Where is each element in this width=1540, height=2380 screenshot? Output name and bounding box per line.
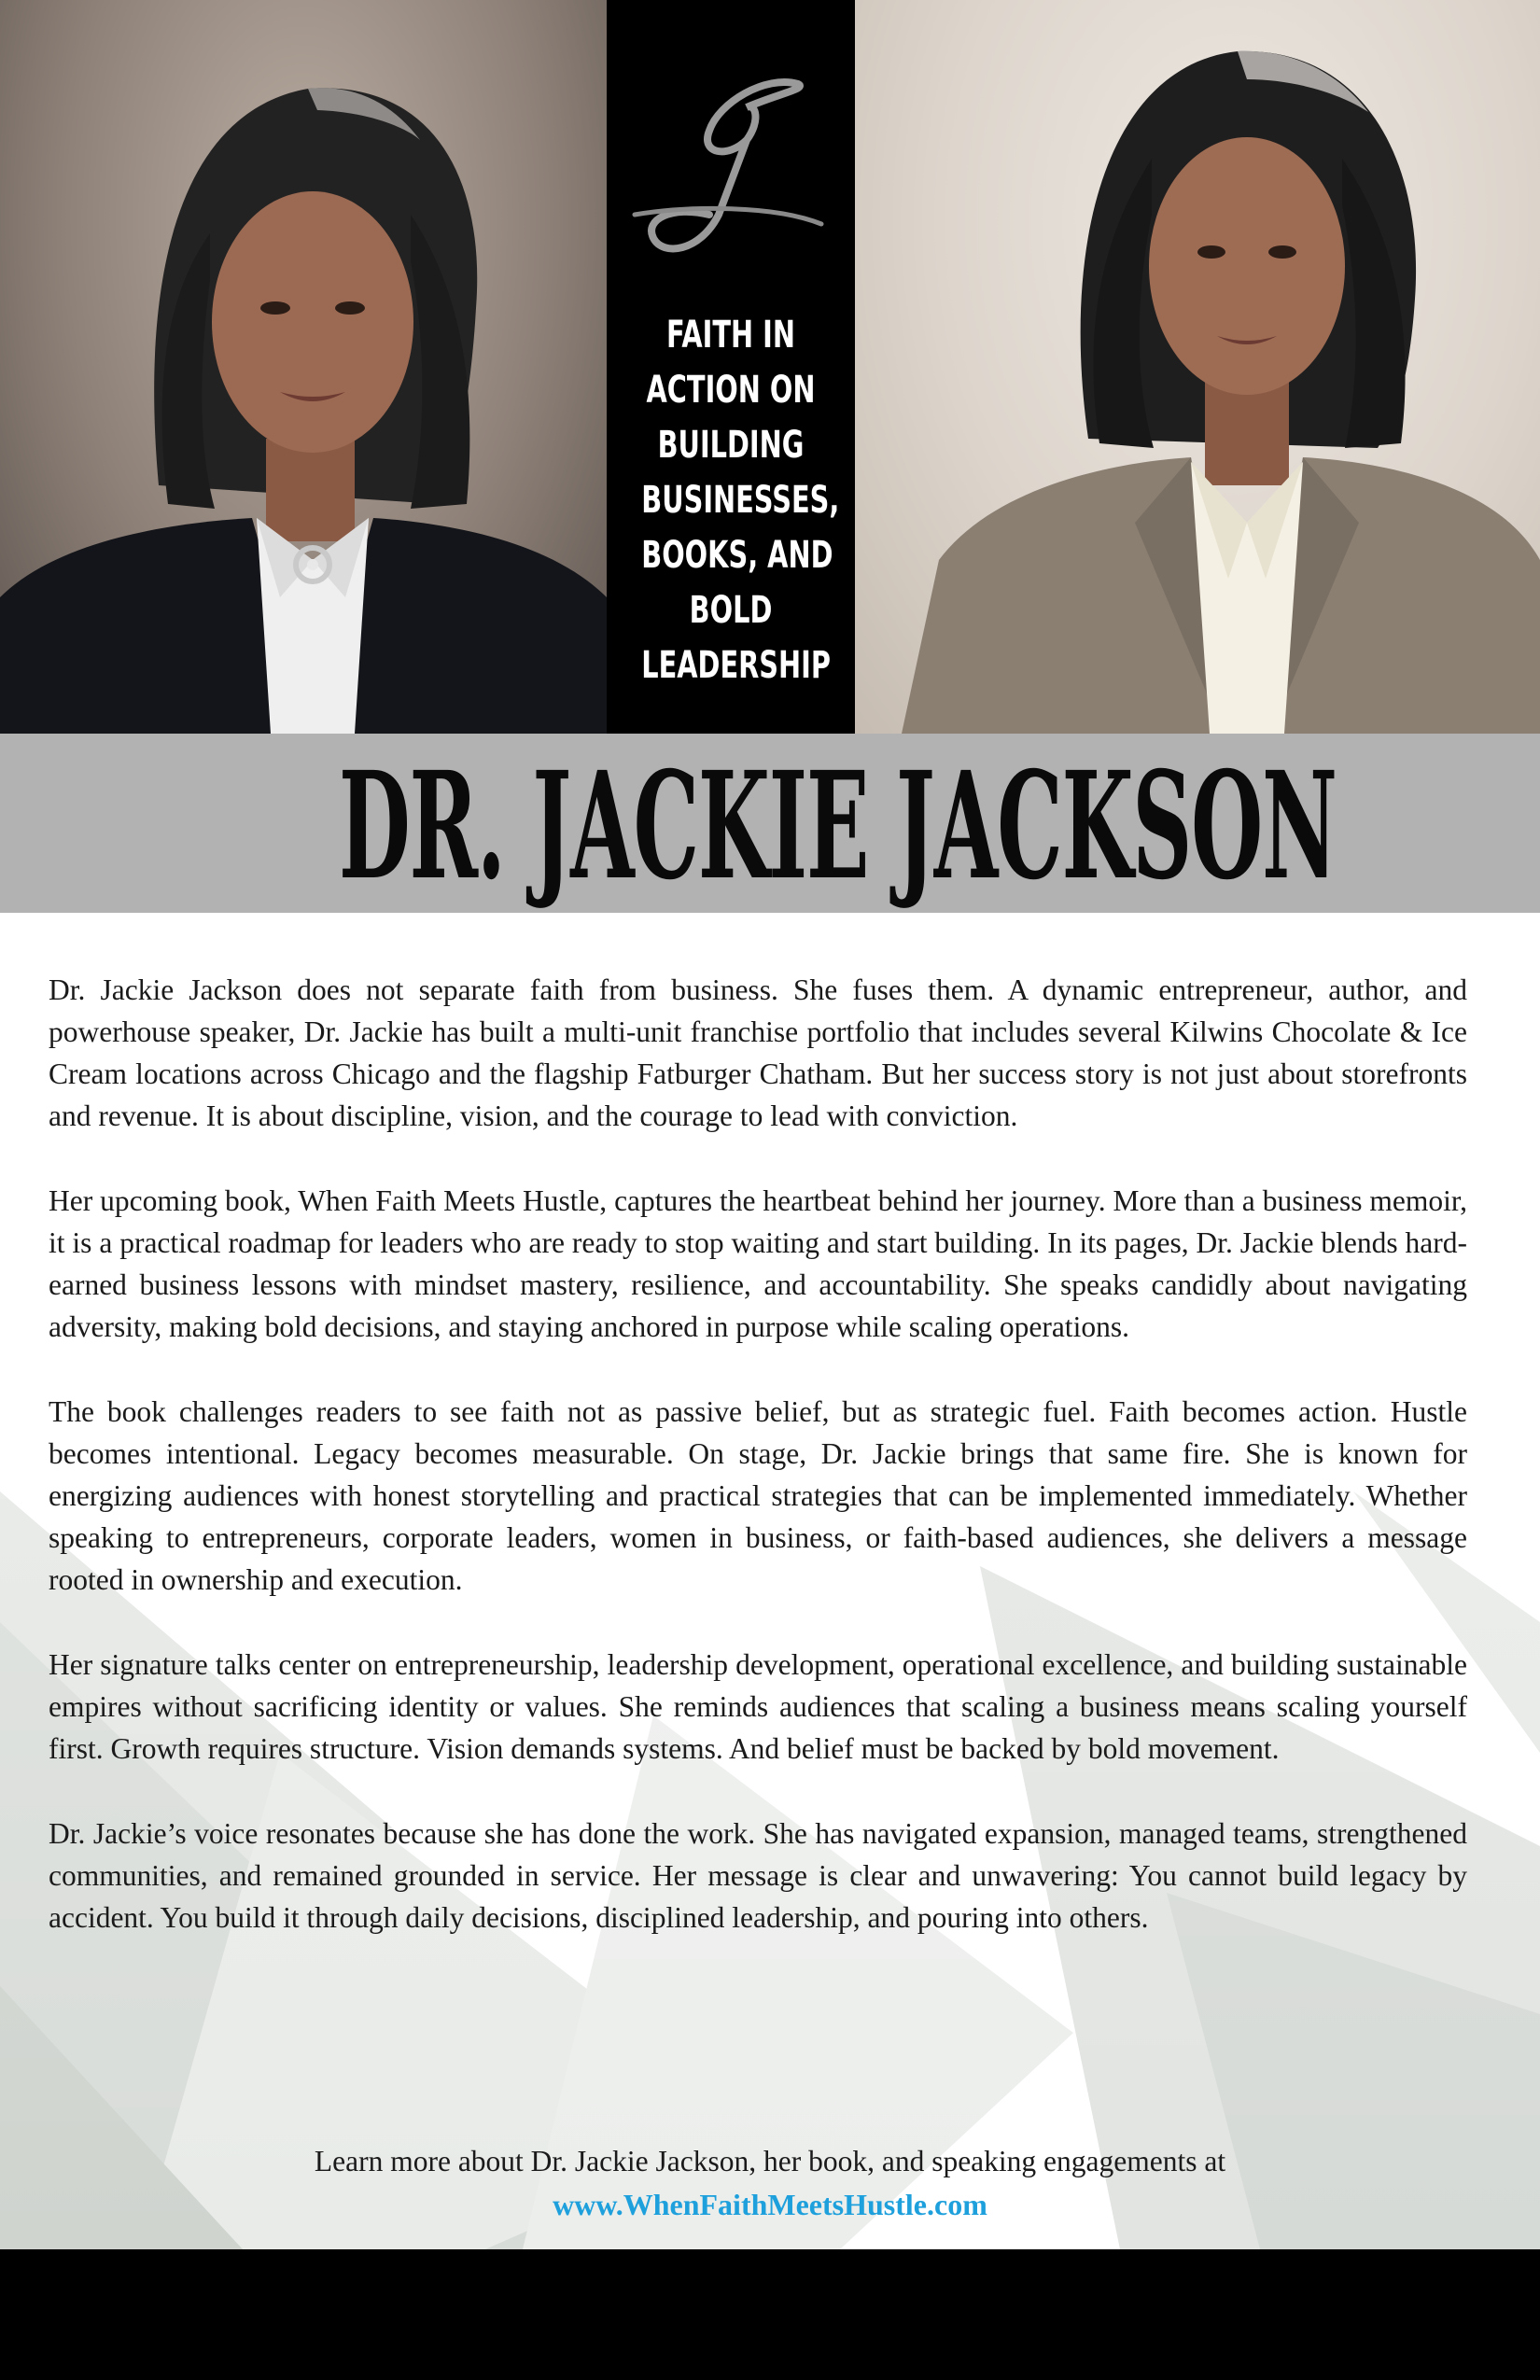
speaker-name-heading: DR. JACKIE JACKSON [339,740,1337,913]
tagline-line: BOOKS, AND [641,534,833,577]
bio-paragraph: Dr. Jackie’s voice resonates because she has done the work. She has navigated expansion, managed teams, strengthened communities, and remained grounded in service. Her message is clear and unwavering: You cannot build legacy by accident. You build it through daily decisions, disciplined leadership, and pouring into others. [49,1817,1467,1934]
bio-paragraph: Her signature talks center on entrepreneurship, leadership development, operational excellence, and building sustainable empires without sacrificing identity or values. She reminds audiences that scaling a business means scaling yourself first. Growth requires structure. Vision demands systems. And belief must be backed by bold movement. [49,1648,1467,1765]
portrait-photo-right [855,0,1540,734]
tagline-panel [607,0,855,734]
tagline-line: BOLD [689,589,773,632]
monogram-j-logo [607,65,855,280]
name-band [0,734,1540,913]
portrait-left-illustration [0,0,607,734]
portrait-photo-left [0,0,607,734]
tagline [641,308,840,693]
portrait-right-illustration [855,0,1540,734]
bottom-bar [0,2249,1540,2380]
tagline-line: BUILDING [657,424,805,467]
learn-more-text: Learn more about Dr. Jackie Jackson, her book, and speaking engagements at [314,2145,1226,2177]
tagline-line: ACTION ON [646,369,816,412]
bio-paragraph: Her upcoming book, When Faith Meets Hustle, captures the heartbeat behind her journey. More than a business memoir, it is a practical roadmap for leaders who are ready to stop waiting and start building. In its pages, Dr. Jackie blends hard-earned business lessons with mindset mastery, resilience, and accountability. She speaks candidly about navigating adversity, making bold decisions, and staying anchored in purpose while scaling operations. [49,1184,1467,1343]
website-link[interactable]: www.WhenFaithMeetsHustle.com [553,2188,987,2221]
bio-paragraph: Dr. Jackie Jackson does not separate faith from business. She fuses them. A dynamic entrepreneur, author, and powerhouse speaker, Dr. Jackie has built a multi-unit franchise portfolio that includes several Kilwins Chocolate & Ice Cream locations across Chicago and the flagship Fatburger Chatham. But her success story is not just about storefronts and revenue. It is about discipline, vision, and the courage to lead with conviction. [49,973,1467,1132]
bio-section [0,913,1540,2249]
tagline-line: BUSINESSES, [641,479,840,522]
tagline-line: FAITH IN [666,314,795,357]
bio-paragraph: The book challenges readers to see faith not as passive belief, but as strategic fuel. Faith becomes action. Hustle becomes intentional. Legacy becomes measurable. On stage, Dr. Jackie brings that same fire. She is known for energizing audiences with honest storytelling and practical strategies that can be implemented immediately. Whether speaking to entrepreneurs, corporate leaders, women in business, or faith-based audiences, she delivers a message rooted in ownership and execution. [49,1395,1467,1596]
bio-text [49,969,1467,1981]
tagline-line: LEADERSHIP [641,644,831,687]
